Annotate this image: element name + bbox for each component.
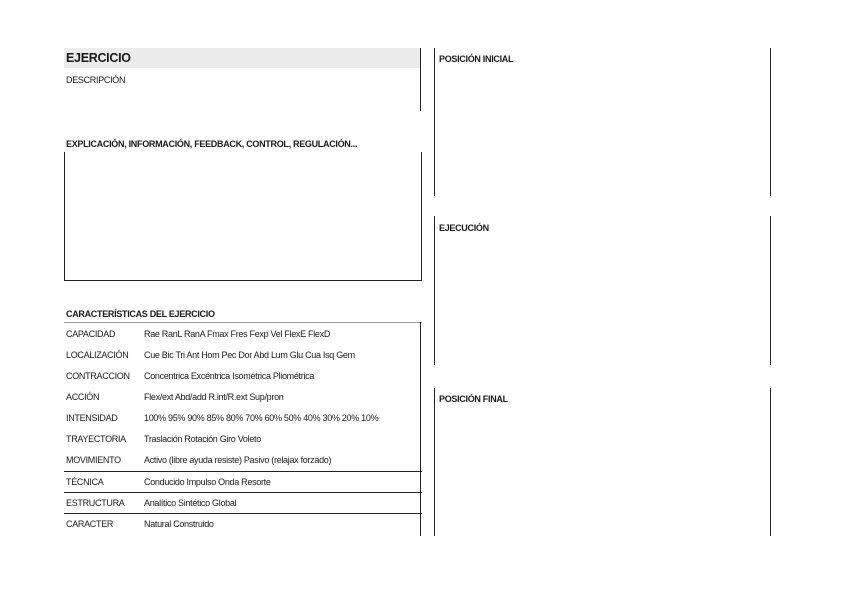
row-divider: [64, 513, 422, 514]
initial-position-label: POSICIÓN INICIAL: [439, 54, 514, 64]
panel-divider: [434, 48, 435, 196]
row-value: Activo (libre ayuda resiste) Pasivo (relajax forzado): [144, 455, 332, 465]
row-key: INTENSIDAD: [66, 413, 118, 423]
table-row: [64, 450, 420, 471]
row-divider: [64, 492, 422, 493]
row-value: Rae RanL RanA Fmax Fres Fexp Vel FlexE FlexD: [144, 329, 331, 339]
row-value: Conducido Impulso Onda Resorte: [144, 477, 271, 487]
explanation-box[interactable]: [64, 152, 422, 281]
characteristics-label: CARACTERÍSTICAS DEL EJERCICIO: [66, 309, 215, 319]
row-key: CAPACIDAD: [66, 329, 116, 339]
table-row: [64, 429, 420, 450]
panel-divider: [434, 388, 435, 536]
table-row: [64, 324, 420, 345]
row-key: TÉCNICA: [66, 477, 104, 487]
panel-right-border: [770, 216, 771, 365]
row-value: Cue Bic Tri Ant Hom Pec Dor Abd Lum Glu Cua Isq Gem: [144, 350, 355, 360]
explanation-label: EXPLICACIÓN, INFORMACIÓN, FEEDBACK, CONTROL, REGULACIÓN...: [66, 139, 358, 149]
table-row: [64, 408, 420, 429]
table-row: [64, 514, 420, 535]
row-key: TRAYECTORIA: [66, 434, 126, 444]
description-label: DESCRIPCIÓN: [66, 75, 126, 85]
row-key: LOCALIZACIÓN: [66, 350, 129, 360]
row-value: Concentrica Excéntrica Isométrica Pliométrica: [144, 371, 315, 381]
table-row: [64, 472, 420, 493]
row-value: Traslación Rotación Giro Voleto: [144, 434, 261, 444]
row-divider: [64, 471, 422, 472]
row-value: Flex/ext Abd/add R.int/R.ext Sup/pron: [144, 392, 284, 402]
row-key: CARACTER: [66, 519, 114, 529]
row-key: ESTRUCTURA: [66, 498, 125, 508]
row-key: MOVIMIENTO: [66, 455, 121, 465]
row-value: 100% 95% 90% 85% 80% 70% 60% 50% 40% 30% 20% 10%: [144, 413, 379, 423]
row-key: CONTRACCION: [66, 371, 130, 381]
table-row: [64, 493, 420, 514]
execution-label: EJECUCIÓN: [439, 223, 489, 233]
row-value: Analítico Sintético Global: [144, 498, 237, 508]
panel-right-border: [770, 388, 771, 536]
table-row: [64, 345, 420, 366]
table-row: [64, 387, 420, 408]
characteristics-top-divider: [64, 322, 422, 323]
final-position-label: POSICIÓN FINAL: [439, 394, 508, 404]
row-value: Natural Construido: [144, 519, 214, 529]
table-right-border: [420, 322, 421, 536]
exercise-title: EJERCICIO: [66, 51, 131, 65]
row-key: ACCIÓN: [66, 392, 100, 402]
table-row: [64, 366, 420, 387]
description-right-border: [420, 48, 421, 111]
panel-divider: [434, 216, 435, 365]
panel-right-border: [770, 48, 771, 196]
